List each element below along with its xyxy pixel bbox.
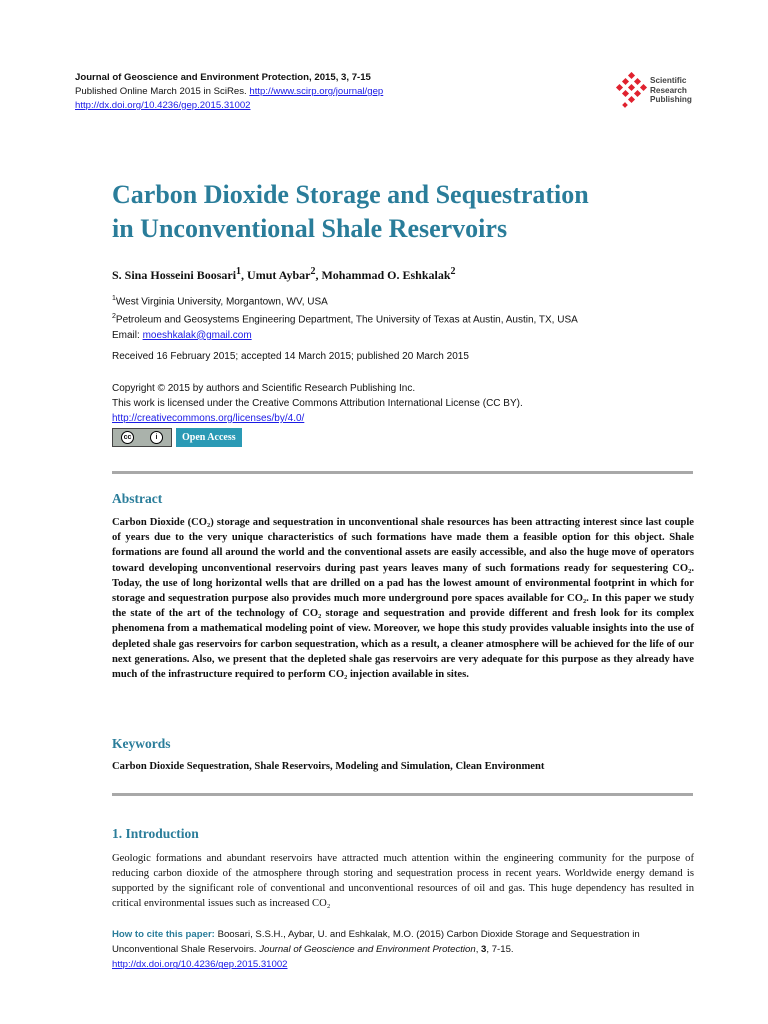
- scirp-logo: [614, 72, 704, 110]
- affil-2: Petroleum and Geosystems Engineering Department, The University of Texas at Austin, Austin, TX, USA: [115, 314, 578, 326]
- cc-by-badge[interactable]: [112, 428, 172, 447]
- citation-block: How to cite this paper: Boosari, S.S.H., Aybar, U. and Eshkalak, M.O. (2015) Carbon Dioxide Storage and Sequestration in Unconventional Shale Reservoirs. Journal of Geoscience and Environment Protection, 3, 7-15. http://dx.doi.org/10.4236/gep.2015.31002: [112, 929, 640, 971]
- title-line-1: Carbon Dioxide Storage and Sequestration: [112, 180, 589, 209]
- email-link[interactable]: moeshkalak@gmail.com: [142, 329, 252, 341]
- keywords-text: Carbon Dioxide Sequestration, Shale Reservoirs, Modeling and Simulation, Clean Environment: [112, 761, 545, 772]
- author-3-sup: 2: [450, 266, 456, 277]
- affil-2-sup: 2: [112, 313, 116, 321]
- abstract-text: Carbon Dioxide (CO₂) storage and sequestration in unconventional shale resources has been attracting interest since last couple of years due to the very unique characteristics of such formations have made them a feasible option for this object. Shale formations are found all around the world and the conventional assets are easily accessible, and also the huge move of operators toward developing unconventional reservoirs during past years leaves many of such formations ready for sequestering CO₂. Today, the use of long horizontal wells that are drilled on a pad has the lowest amount of environmental footprint in which for storage and sequestration purpose also provides much more underground pore spaces available for CO₂. In this paper we study the state of the art of the technology of CO₂ storage and sequestration and provide different and fresh look for its complex phenomena from a mathematical modeling point of view. Moreover, we hope this study provides valuable insights into the use of depleted shale gas reservoirs for carbon sequestration, which as a result, a cleaner atmosphere will be achieved for the life of our next generations. Also, we present that the depleted shale gas reservoirs are very adequate for this purpose as they already have much of the infrastructure required to perform CO₂ injection available in sites.: [112, 517, 694, 681]
- license-url-link[interactable]: http://creativecommons.org/licenses/by/4.0/: [112, 413, 305, 424]
- published-prefix: Published Online March 2015 in SciRes.: [75, 86, 247, 97]
- open-access-badge[interactable]: Open Access: [176, 428, 242, 447]
- logo-line-2: Research: [650, 85, 687, 95]
- email-label: Email:: [112, 329, 140, 341]
- journal-url-link[interactable]: http://www.scirp.org/journal/gep: [249, 86, 384, 97]
- author-1-sup: 1: [236, 266, 242, 277]
- logo-text: [650, 76, 692, 105]
- divider-top: [112, 471, 693, 474]
- affil-1: West Virginia University, Morgantown, WV, USA: [115, 296, 328, 308]
- intro-text: Geologic formations and abundant reservoirs have attracted much attention within the engineering community for the purpose of reducing carbon dioxide of the atmosphere through storing and sequestration process in recent years. Worldwide energy demand is supported by the significant role of conventional and unconventional resources of oil and gas. This huge dependency has resulted in critical environmental issues such as increased CO₂: [112, 853, 694, 909]
- author-3: Mohammad O. Eshkalak: [321, 268, 451, 282]
- keywords-heading: Keywords: [112, 736, 171, 751]
- license-badges: [112, 428, 242, 447]
- author-2: Umut Aybar: [247, 268, 311, 282]
- logo-line-3: Publishing: [650, 95, 692, 105]
- cite-label: How to cite this paper:: [112, 929, 215, 940]
- cite-text: Boosari, S.S.H., Aybar, U. and Eshkalak, M.O. (2015) Carbon Dioxide Storage and Sequestration in Unconventional Shale Reservoirs.: [112, 929, 640, 956]
- attribution-icon: i: [150, 431, 163, 444]
- paper-title: [112, 178, 712, 246]
- journal-citation: Journal of Geoscience and Environment Protection, 2015, 3, 7-15: [75, 72, 371, 83]
- cite-volume: 3: [481, 944, 487, 956]
- publication-dates: Received 16 February 2015; accepted 14 March 2015; published 20 March 2015: [112, 351, 469, 362]
- license-line: This work is licensed under the Creative Commons Attribution International License (CC BY).: [112, 398, 523, 409]
- published-line: [75, 85, 383, 99]
- author-2-sup: 2: [310, 266, 316, 277]
- divider-bottom: [112, 793, 693, 796]
- header-doi-link[interactable]: http://dx.doi.org/10.4236/gep.2015.31002: [75, 100, 251, 111]
- logo-line-1: Scientific: [650, 76, 687, 85]
- author-list: S. Sina Hosseini Boosari$^1$, Umut Aybar$^2$, Mohammad O. Eshkalak$^2$: [112, 266, 456, 282]
- intro-heading: 1. Introduction: [112, 826, 199, 841]
- cc-icon: cc: [121, 431, 134, 444]
- abstract-heading: Abstract: [112, 491, 163, 506]
- title-line-2: in Unconventional Shale Reservoirs: [112, 214, 508, 243]
- affiliations: [112, 291, 578, 343]
- affil-1-sup: 1: [112, 295, 116, 302]
- copyright-line: Copyright © 2015 by authors and Scientific Research Publishing Inc.: [112, 383, 416, 394]
- copyright-block: [112, 381, 523, 426]
- journal-header: [75, 71, 383, 113]
- cite-journal: Journal of Geoscience and Environment Protection: [259, 944, 476, 956]
- cite-pages: , 7-15.: [486, 944, 514, 956]
- cite-doi-link[interactable]: http://dx.doi.org/10.4236/gep.2015.31002: [112, 959, 288, 971]
- author-1: S. Sina Hosseini Boosari: [112, 268, 237, 282]
- scirp-logo-icon: [614, 72, 648, 110]
